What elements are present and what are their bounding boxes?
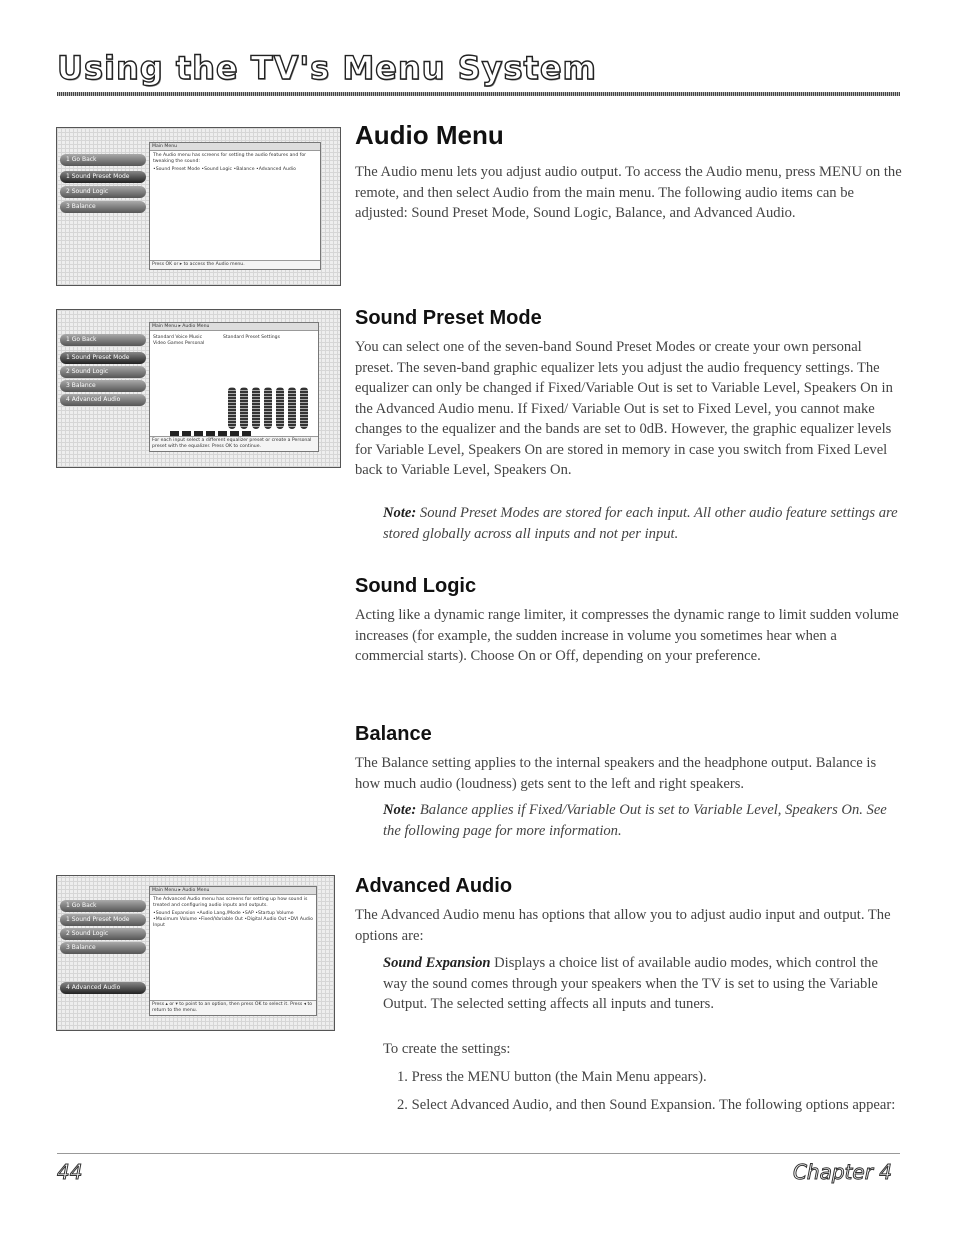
page-number: 44 [57, 1160, 83, 1184]
menu-column [57, 128, 149, 285]
sound-preset-paragraph: You can select one of the seven-band Sound Preset Modes or create your own personal preset. The seven-band graphic equalizer lets you adjust the audio frequency settings. The equalizer can only be changed if Fixed/Variable Out is set to Variable Level, Speakers On in the Advanced Audio menu. If Fixed/ Variable Out is set to Fixed Level, you cannot make changes to the equalizer and the bands are set to 0dB. However, the graphic equalizer levels for Variable Level, Speakers On are stored in memory in case you switch from Fixed Level back to Variable Level, Speakers On. [355, 339, 893, 478]
menu-pill: 3 Balance [60, 942, 146, 954]
note-text: Sound Preset Modes are stored for each input. All other audio feature settings are stored globally across all inputs and not per input. [383, 505, 898, 542]
panel-items: •Sound Expansion •Audio Lang./Mode •SAP •Startup Volume •Maximum Volume •Fixed/Variable Out •Digital Audio Out •DVI Audio Input [153, 911, 313, 928]
menu-pill: 2 Sound Logic [60, 366, 146, 378]
note-label: Note: [383, 802, 417, 818]
balance-paragraph: The Balance setting applies to the internal speakers and the headphone output. Balance is how much audio (loudness) gets sent to the left and right speakers. [355, 755, 877, 792]
sound-preset-note [383, 503, 903, 544]
sound-preset-screenshot [56, 309, 341, 468]
menu-pill: 3 Balance [60, 201, 146, 213]
menu-pill: 4 Advanced Audio [60, 982, 146, 994]
panel-text: The Audio menu has screens for setting the audio features and for tweaking the sound: [153, 153, 307, 164]
advanced-panel [149, 886, 317, 1016]
panel-bar: Main Menu [150, 143, 320, 151]
create-settings-text: To create the settings: [383, 1041, 511, 1057]
step-1: 1. Press the MENU button (the Main Menu appears). [397, 1069, 707, 1085]
menu-column [57, 310, 149, 467]
advanced-audio-screenshot [56, 875, 335, 1031]
panel-items: •Sound Preset Mode •Sound Logic •Balance •Advanced Audio [153, 167, 296, 172]
menu-pill: 1 Go Back [60, 334, 146, 346]
menu-pill: 3 Balance [60, 380, 146, 392]
menu-pill: 1 Go Back [60, 154, 146, 166]
option-text: Displays a choice list of available audio modes, which control the way the sound comes through your speakers when the TV is set to using the Variable Output. The selected setting affects all inputs and tuners. [383, 955, 878, 1012]
menu-pill: 1 Sound Preset Mode [60, 171, 146, 183]
footer-rule [57, 1153, 900, 1154]
sound-preset-title: Sound Preset Mode [355, 307, 542, 329]
audio-menu-screenshot [56, 127, 341, 286]
audio-menu-paragraph: The Audio menu lets you adjust audio output. To access the Audio menu, press MENU on the remote, and then select Audio from the main menu. The following audio items can be adjusted: Sound Preset Mode, Sound Logic, Balance, and Advanced Audio. [355, 164, 902, 221]
step-2: 2. Select Advanced Audio, and then Sound Expansion. The following options appear: [397, 1097, 896, 1113]
balance-title: Balance [355, 723, 432, 745]
preset-panel [149, 322, 319, 452]
panel-foot: Press OK or ▸ to access the Audio menu. [150, 260, 320, 269]
sound-expansion-option [383, 953, 903, 1015]
note-label: Note: [383, 505, 417, 521]
menu-pill: 1 Sound Preset Mode [60, 352, 146, 364]
sound-logic-title: Sound Logic [355, 575, 477, 597]
panel-foot: For each input select a different equalizer preset or create a Personal preset with the equalizer. Press OK to continue. [150, 436, 318, 451]
advanced-audio-paragraph: The Advanced Audio menu has options that allow you to adjust audio input and output. The options are: [355, 907, 891, 944]
panel-foot: Press ▴ or ▾ to point to an option, then press OK to select it. Press ◂ to return to the menu. [150, 1000, 316, 1015]
sound-logic-paragraph: Acting like a dynamic range limiter, it compresses the dynamic range to limit sudden volume increases (for example, the sudden increase in volume you sometimes hear when a commercial starts). Choose On or Off, depending on your preference. [355, 607, 899, 664]
preset-heading: Standard Preset Settings [223, 335, 280, 340]
page-header [57, 50, 900, 86]
header-rule [57, 92, 900, 96]
panel-bar: Main Menu ▸ Audio Menu [150, 887, 316, 895]
menu-panel [149, 142, 321, 270]
menu-pill: 2 Sound Logic [60, 928, 146, 940]
panel-bar: Main Menu ▸ Audio Menu [150, 323, 318, 331]
note-text: Balance applies if Fixed/Variable Out is set to Variable Level, Speakers On. See the following page for more information. [383, 802, 887, 839]
option-label: Sound Expansion [383, 955, 491, 971]
menu-column [57, 876, 149, 1030]
menu-pill: 4 Advanced Audio [60, 394, 146, 406]
header-title: Using the TV's Menu System [57, 49, 597, 87]
menu-pill: 1 Sound Preset Mode [60, 914, 146, 926]
menu-pill: 1 Go Back [60, 900, 146, 912]
menu-pill: 2 Sound Logic [60, 186, 146, 198]
audio-menu-title: Audio Menu [355, 120, 504, 150]
balance-note [383, 800, 903, 841]
preset-list: Standard Voice Music Video Games Personal [153, 335, 205, 346]
panel-text: The Advanced Audio menu has screens for setting up how sound is treated and configuring audio inputs and outputs. [153, 897, 308, 908]
chapter-label: Chapter 4 [792, 1160, 892, 1184]
advanced-audio-title: Advanced Audio [355, 875, 513, 897]
